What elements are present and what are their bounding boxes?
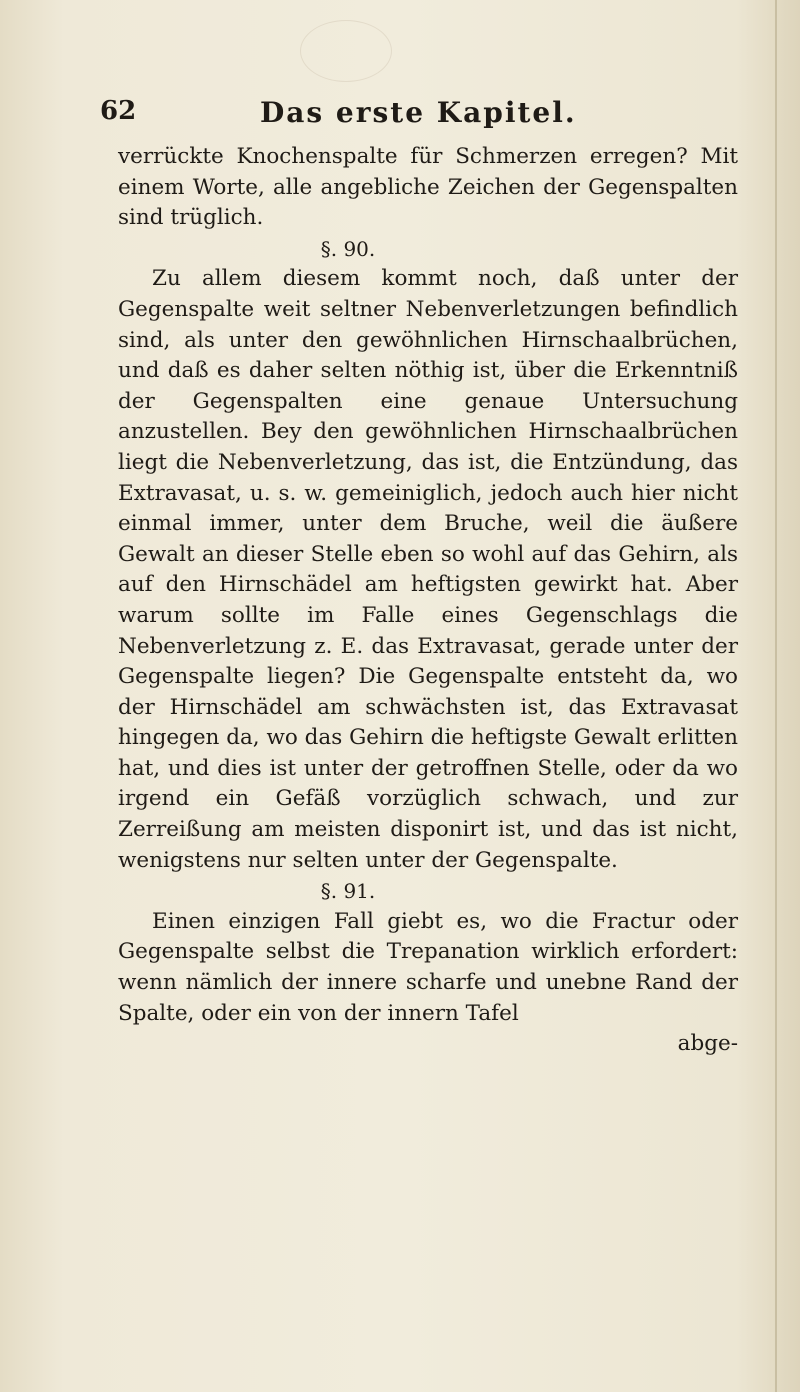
paragraph-section-90: Zu allem diesem kommt noch, daß unter der Gegenspalte weit seltner Nebenverletzungen befindlich sind, als unter den gewöhnlichen Hirnschaalbrüchen, und daß es daher selten nöthig ist, über die Erkenntniß der Gegenspalten eine genaue Untersuchung anzustellen. Bey den gewöhnlichen Hirnschaalbrüchen liegt die Nebenverletzung, das ist, die Entzündung, das Extravasat, u. s. w. gemeiniglich, jedoch auch hier nicht einmal immer, unter dem Bruche, weil die äußere Gewalt an dieser Stelle eben so wohl auf das Gehirn, als auf den Hirnschädel am heftigsten gewirkt hat. Aber warum sollte im Falle eines Gegenschlags die Nebenverletzung z. E. das Extravasat, gerade unter der Gegenspalte liegen? Die Gegenspalte entsteht da, wo der Hirnschädel am schwächsten ist, das Extravasat hingegen da, wo das Gehirn die heftigste Gewalt erlitten hat, und dies ist unter der getroffnen Stelle, oder da wo irgend ein Gefäß vorzüglich schwach, und zur Zerreißung am meisten disponirt ist, und das ist nicht, wenigstens nur selten unter der Gegenspalte. — [118, 266, 738, 873]
ink-bleed-mark — [300, 20, 392, 82]
page-header — [100, 96, 720, 136]
body-text — [118, 142, 738, 1060]
section-number-91: §. 91. — [320, 879, 376, 904]
page-edge-shadow — [775, 0, 777, 1392]
section-number-90: §. 90. — [320, 236, 376, 261]
page-number: 62 — [100, 96, 137, 126]
catchword: abge- — [677, 1031, 738, 1057]
paragraph-section-91: Einen einzigen Fall giebt es, wo die Fractur oder Gegenspalte selbst die Trepanation wirklich erfordert: wenn nämlich der innere scharfe und unebne Rand der Spalte, oder ein von der innern Tafel — [118, 908, 738, 1026]
running-head: Das erste Kapitel. — [260, 96, 577, 129]
paragraph-continuation: verrückte Knochenspalte für Schmerzen erregen? Mit einem Worte, alle angebliche Zeichen der Gegenspalten sind trüglich. — [118, 144, 738, 231]
